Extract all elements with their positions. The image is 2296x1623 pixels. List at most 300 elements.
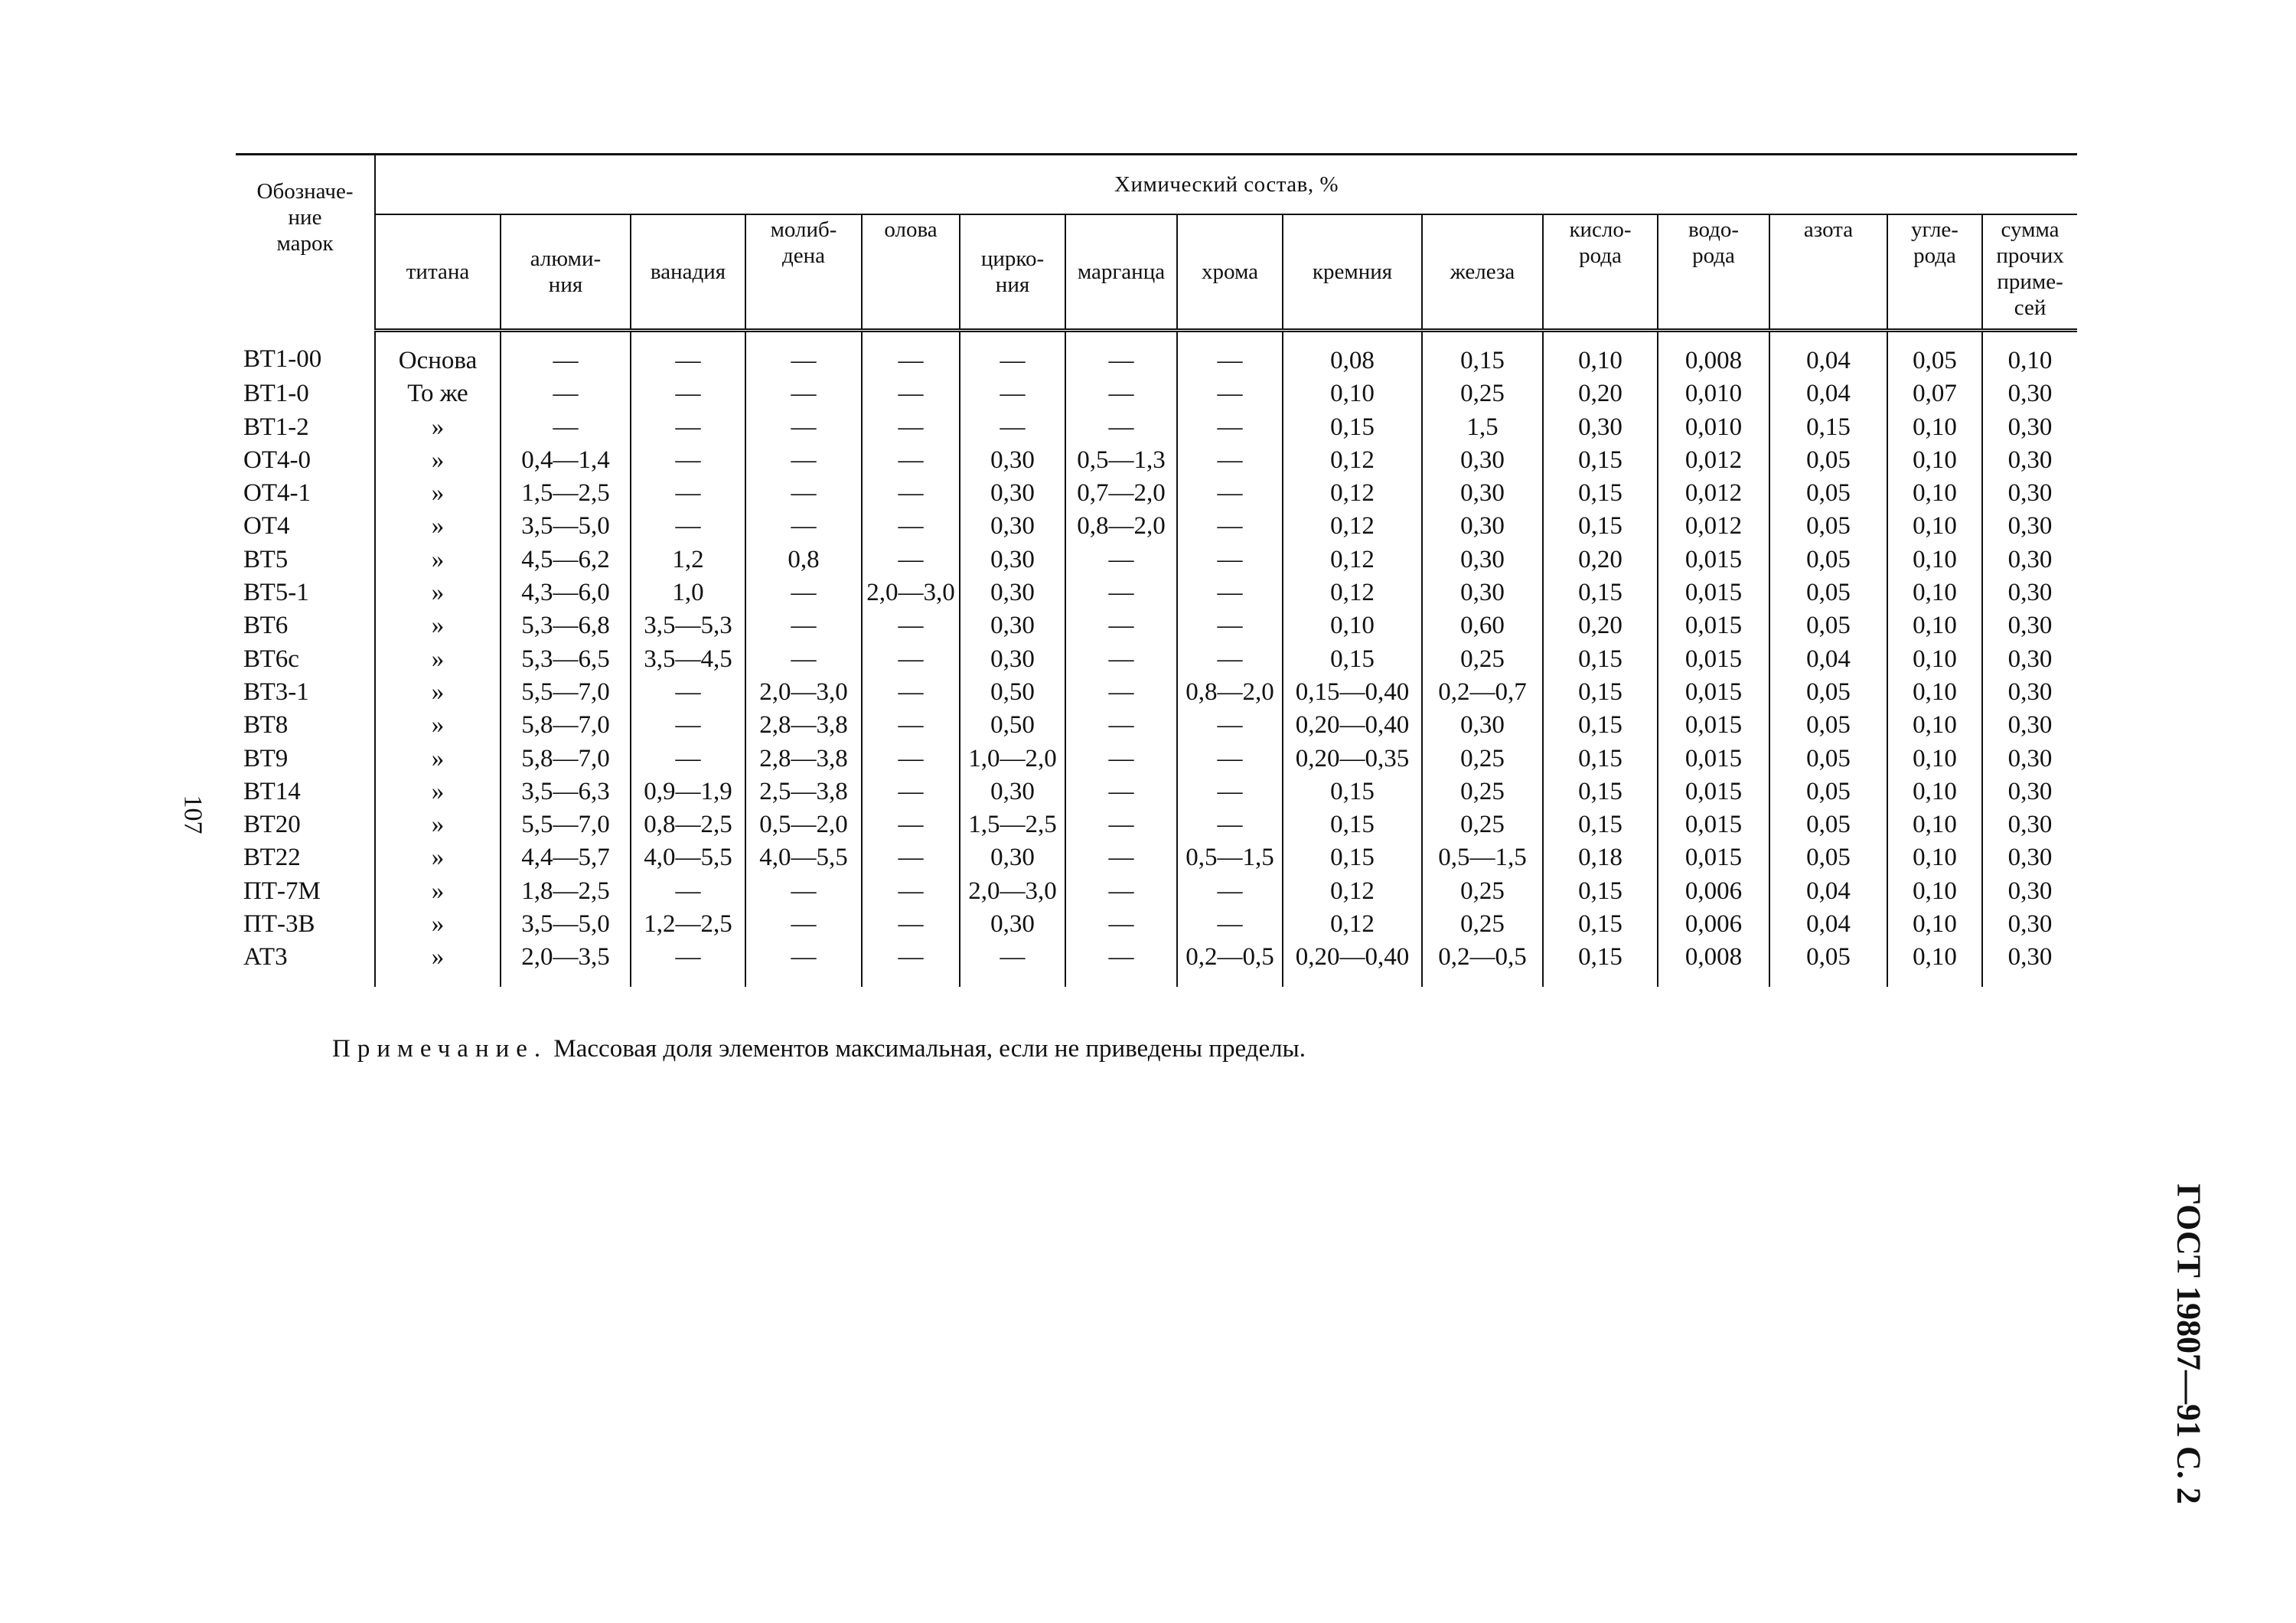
value-cell: —	[631, 875, 745, 908]
note-label: Примечание.	[332, 1035, 548, 1063]
value-cell: 0,15	[1543, 709, 1658, 742]
value-cell: 2,0—3,0	[862, 576, 960, 609]
value-cell: »	[375, 510, 501, 543]
value-cell: —	[1065, 331, 1177, 378]
value-cell: —	[862, 544, 960, 576]
value-cell: 0,15	[1543, 477, 1658, 510]
value-cell: »	[375, 941, 501, 986]
table-row	[236, 841, 2077, 874]
value-cell: 0,30	[2007, 645, 2053, 673]
grade-cell: ОТ4	[236, 510, 375, 543]
grade-cell: ВТ20	[236, 808, 375, 841]
value-cell: —	[631, 941, 745, 986]
value-cell: »	[375, 544, 501, 576]
value-cell: 0,30	[1422, 576, 1543, 609]
value-cell: 1,2—2,5	[631, 908, 745, 941]
value-cell: 0,25	[1422, 743, 1543, 776]
value-cell: —	[745, 510, 862, 543]
value-cell: —	[1065, 743, 1177, 776]
value-cell: 2,0—3,0	[745, 676, 862, 709]
grade-cell: ВТ6	[236, 609, 375, 642]
value-cell: —	[1177, 411, 1283, 444]
column-header: кисло- рода	[1543, 214, 1658, 331]
value-cell: 0,05	[1769, 477, 1887, 510]
value-cell: 0,015	[1658, 576, 1769, 609]
value-cell: 0,30	[2007, 844, 2053, 872]
value-cell: 3,5—4,5	[631, 643, 745, 676]
value-cell: 0,04	[1769, 643, 1887, 676]
value-cell: 0,05	[1769, 576, 1887, 609]
value-cell: —	[1177, 510, 1283, 543]
value-cell: 0,60	[1422, 609, 1543, 642]
value-cell: —	[1177, 743, 1283, 776]
value-cell: 0,30	[1543, 411, 1658, 444]
column-header: водо- рода	[1658, 214, 1769, 331]
value-cell: 0,30	[960, 841, 1065, 874]
value-cell: 2,5—3,8	[745, 776, 862, 808]
table-row	[236, 544, 2077, 576]
value-cell: 1,5	[1422, 411, 1543, 444]
value-cell: 0,30	[1422, 510, 1543, 543]
value-cell: »	[375, 676, 501, 709]
value-cell: —	[1065, 841, 1177, 874]
value-cell: 0,30	[2007, 678, 2053, 706]
value-cell: —	[745, 875, 862, 908]
value-cell: 0,15	[1543, 444, 1658, 477]
grade-cell: ВТ14	[236, 776, 375, 808]
value-cell: 0,10	[1283, 609, 1422, 642]
table-row	[236, 875, 2077, 908]
value-cell: —	[501, 331, 631, 378]
value-cell: 0,20	[1543, 377, 1658, 410]
value-cell: —	[745, 576, 862, 609]
value-cell: —	[1065, 776, 1177, 808]
value-cell: »	[375, 709, 501, 742]
value-cell: 0,04	[1769, 331, 1887, 378]
value-cell: —	[960, 331, 1065, 378]
value-cell: 0,30	[960, 444, 1065, 477]
value-cell: 0,10	[1887, 544, 1982, 576]
value-cell: 0,05	[1769, 444, 1887, 477]
value-cell: »	[375, 411, 501, 444]
value-cell: »	[375, 808, 501, 841]
value-cell: 4,0—5,5	[631, 841, 745, 874]
value-cell: 0,12	[1283, 477, 1422, 510]
value-cell: —	[631, 377, 745, 410]
value-cell: 0,5—1,3	[1065, 444, 1177, 477]
grade-cell: ВТ6с	[236, 643, 375, 676]
column-header: титана	[375, 214, 501, 331]
value-cell: —	[1177, 875, 1283, 908]
value-cell: 0,010	[1658, 377, 1769, 410]
value-cell: 0,30	[1422, 544, 1543, 576]
value-cell: 0,30	[2007, 512, 2053, 540]
value-cell: —	[745, 331, 862, 378]
value-cell: 0,30	[960, 510, 1065, 543]
value-cell: 5,5—7,0	[501, 808, 631, 841]
grade-cell: ОТ4-1	[236, 477, 375, 510]
value-cell: 0,012	[1658, 444, 1769, 477]
value-cell: 1,2	[631, 544, 745, 576]
value-cell: »	[375, 444, 501, 477]
value-cell: 0,05	[1769, 743, 1887, 776]
column-header: азота	[1769, 214, 1887, 331]
value-cell: —	[1065, 941, 1177, 986]
value-cell: 1,5—2,5	[501, 477, 631, 510]
value-cell: 0,010	[1658, 411, 1769, 444]
value-cell: 0,15	[1283, 643, 1422, 676]
value-cell: —	[862, 331, 960, 378]
value-cell: 4,5—6,2	[501, 544, 631, 576]
value-cell: —	[862, 377, 960, 410]
value-cell: 0,04	[1769, 875, 1887, 908]
value-cell: 0,05	[1769, 808, 1887, 841]
value-cell: »	[375, 875, 501, 908]
column-header: хрома	[1177, 214, 1283, 331]
table-row	[236, 576, 2077, 609]
value-cell: 0,10	[1887, 808, 1982, 841]
value-cell: —	[1177, 377, 1283, 410]
value-cell: 4,3—6,0	[501, 576, 631, 609]
grade-cell: ВТ8	[236, 709, 375, 742]
value-cell: —	[862, 709, 960, 742]
value-cell: 0,30	[2007, 380, 2053, 408]
value-cell: —	[862, 609, 960, 642]
value-cell: 0,10	[1887, 510, 1982, 543]
value-cell: 0,05	[1769, 776, 1887, 808]
value-cell: »	[375, 643, 501, 676]
value-cell: 0,25	[1422, 377, 1543, 410]
value-cell: 0,08	[1283, 331, 1422, 378]
value-cell: 0,25	[1422, 875, 1543, 908]
value-cell: 0,15	[1543, 510, 1658, 543]
value-cell: —	[1065, 808, 1177, 841]
value-cell: —	[631, 676, 745, 709]
value-cell: 2,0—3,0	[960, 875, 1065, 908]
value-cell: 5,3—6,5	[501, 643, 631, 676]
value-cell: 0,30	[1422, 477, 1543, 510]
value-cell: 0,05	[1769, 510, 1887, 543]
value-cell: —	[631, 510, 745, 543]
value-cell: —	[1065, 643, 1177, 676]
table-row	[236, 510, 2077, 543]
value-cell: —	[1065, 576, 1177, 609]
value-cell: —	[1177, 808, 1283, 841]
value-cell: 0,30	[2007, 413, 2053, 441]
value-cell: —	[1065, 411, 1177, 444]
value-cell: 0,30	[960, 776, 1065, 808]
value-cell: —	[1177, 709, 1283, 742]
table-row	[236, 331, 2077, 378]
value-cell: 0,15	[1283, 411, 1422, 444]
value-cell: 0,20	[1543, 544, 1658, 576]
value-cell: »	[375, 841, 501, 874]
composition-table	[236, 153, 2077, 987]
value-cell: 0,10	[1887, 908, 1982, 941]
value-cell: —	[862, 875, 960, 908]
value-cell: 4,0—5,5	[745, 841, 862, 874]
value-cell: 0,30	[960, 908, 1065, 941]
value-cell: 0,25	[1422, 643, 1543, 676]
grade-header: Обозначе- ние марок	[236, 155, 375, 331]
value-cell: 0,15	[1769, 411, 1887, 444]
value-cell: 0,04	[1769, 908, 1887, 941]
value-cell: 0,12	[1283, 510, 1422, 543]
table-note	[332, 1035, 1306, 1063]
value-cell: —	[862, 908, 960, 941]
column-header: молиб- дена	[745, 214, 862, 331]
value-cell: 0,30	[2007, 744, 2053, 772]
value-cell: 0,05	[1887, 331, 1982, 378]
grade-cell: ПТ-7М	[236, 875, 375, 908]
value-cell: 0,30	[1422, 709, 1543, 742]
value-cell: 0,05	[1769, 709, 1887, 742]
value-cell: —	[1065, 709, 1177, 742]
value-cell: 0,012	[1658, 510, 1769, 543]
value-cell: 0,015	[1658, 709, 1769, 742]
value-cell: 0,10	[1887, 643, 1982, 676]
value-cell: —	[1177, 643, 1283, 676]
value-cell: 0,2—0,5	[1177, 941, 1283, 986]
column-header: ванадия	[631, 214, 745, 331]
value-cell: 0,10	[1887, 477, 1982, 510]
value-cell: Основа	[375, 331, 501, 378]
value-cell: 5,5—7,0	[501, 676, 631, 709]
value-cell: —	[631, 411, 745, 444]
value-cell: 0,05	[1769, 676, 1887, 709]
grade-cell: ВТ1-0	[236, 377, 375, 410]
value-cell: 0,006	[1658, 875, 1769, 908]
value-cell: —	[862, 643, 960, 676]
value-cell: 0,30	[960, 544, 1065, 576]
value-cell: 1,0—2,0	[960, 743, 1065, 776]
column-header: марганца	[1065, 214, 1177, 331]
value-cell: —	[745, 411, 862, 444]
value-cell: —	[745, 941, 862, 986]
value-cell: 0,30	[960, 477, 1065, 510]
grade-cell: ВТ22	[236, 841, 375, 874]
value-cell: —	[1177, 908, 1283, 941]
value-cell: 0,10	[1887, 411, 1982, 444]
value-cell: —	[631, 331, 745, 378]
value-cell: —	[1177, 544, 1283, 576]
grade-cell: АТ3	[236, 941, 375, 986]
table-row	[236, 411, 2077, 444]
value-cell: 0,12	[1283, 908, 1422, 941]
value-cell: 1,0	[631, 576, 745, 609]
grade-cell: ОТ4-0	[236, 444, 375, 477]
value-cell: —	[1177, 477, 1283, 510]
value-cell: 0,8—2,0	[1177, 676, 1283, 709]
column-header: угле- рода	[1887, 214, 1982, 331]
value-cell: 0,10	[2007, 347, 2053, 374]
value-cell: —	[501, 411, 631, 444]
value-cell: 0,12	[1283, 875, 1422, 908]
value-cell: 0,30	[2007, 777, 2053, 805]
value-cell: —	[862, 941, 960, 986]
value-cell: —	[1065, 544, 1177, 576]
table-row	[236, 609, 2077, 642]
value-cell: 0,2—0,7	[1422, 676, 1543, 709]
value-cell: 0,10	[1887, 444, 1982, 477]
grade-cell: ВТ9	[236, 743, 375, 776]
value-cell: 0,10	[1887, 743, 1982, 776]
value-cell: 0,05	[1769, 841, 1887, 874]
value-cell: 0,25	[1422, 908, 1543, 941]
value-cell: 0,5—1,5	[1177, 841, 1283, 874]
value-cell: 0,20—0,40	[1283, 941, 1422, 986]
value-cell: 0,15	[1543, 808, 1658, 841]
value-cell: 0,008	[1658, 331, 1769, 378]
value-cell: 0,30	[2007, 612, 2053, 640]
value-cell: —	[862, 808, 960, 841]
value-cell: 0,5—1,5	[1422, 841, 1543, 874]
value-cell: 0,30	[960, 609, 1065, 642]
value-cell: —	[745, 908, 862, 941]
grade-cell: ПТ-3В	[236, 908, 375, 941]
value-cell: 0,012	[1658, 477, 1769, 510]
table-row	[236, 709, 2077, 742]
value-cell: —	[1177, 609, 1283, 642]
value-cell: 0,006	[1658, 908, 1769, 941]
value-cell: 0,30	[2007, 910, 2053, 939]
value-cell: —	[960, 377, 1065, 410]
value-cell: 0,015	[1658, 776, 1769, 808]
value-cell: 0,8—2,0	[1065, 510, 1177, 543]
value-cell: 0,30	[2007, 811, 2053, 839]
value-cell: То же	[375, 377, 501, 410]
value-cell: —	[745, 444, 862, 477]
value-cell: 0,10	[1887, 875, 1982, 908]
value-cell: —	[862, 444, 960, 477]
value-cell: 0,10	[1887, 676, 1982, 709]
value-cell: 5,8—7,0	[501, 743, 631, 776]
value-cell: 0,15	[1422, 331, 1543, 378]
value-cell: 0,15	[1543, 776, 1658, 808]
column-header: цирко- ния	[960, 214, 1065, 331]
value-cell: 0,10	[1887, 776, 1982, 808]
document-id: ГОСТ 19807—91 С. 2	[2170, 1184, 2208, 1504]
table-row	[236, 643, 2077, 676]
value-cell: 0,30	[2007, 877, 2053, 905]
value-cell: —	[631, 743, 745, 776]
table-row	[236, 444, 2077, 477]
value-cell: 0,15—0,40	[1283, 676, 1422, 709]
value-cell: —	[862, 841, 960, 874]
value-cell: 0,015	[1658, 676, 1769, 709]
value-cell: 0,4—1,4	[501, 444, 631, 477]
value-cell: —	[1177, 331, 1283, 378]
value-cell: 0,15	[1283, 776, 1422, 808]
value-cell: 0,10	[1887, 576, 1982, 609]
value-cell: 0,015	[1658, 808, 1769, 841]
table-row	[236, 743, 2077, 776]
value-cell: 3,5—6,3	[501, 776, 631, 808]
grade-cell: ВТ5-1	[236, 576, 375, 609]
value-cell: 0,30	[2007, 446, 2053, 474]
value-cell: 0,15	[1543, 743, 1658, 776]
value-cell: —	[1177, 444, 1283, 477]
column-header: кремния	[1283, 214, 1422, 331]
value-cell: 0,12	[1283, 576, 1422, 609]
column-header: сумма прочих приме- сей	[1982, 214, 2077, 331]
value-cell: —	[862, 776, 960, 808]
table-row	[236, 941, 2077, 986]
table-row	[236, 676, 2077, 709]
grade-cell: ВТ5	[236, 544, 375, 576]
value-cell: 2,0—3,5	[501, 941, 631, 986]
value-cell: »	[375, 477, 501, 510]
value-cell: 0,30	[2007, 545, 2053, 573]
value-cell: »	[375, 776, 501, 808]
table-row	[236, 808, 2077, 841]
value-cell: 0,05	[1769, 544, 1887, 576]
value-cell: 0,015	[1658, 643, 1769, 676]
value-cell: 0,10	[1887, 709, 1982, 742]
composition-group-header: Химический состав, %	[375, 155, 2077, 215]
value-cell: 4,4—5,7	[501, 841, 631, 874]
value-cell: —	[1065, 377, 1177, 410]
value-cell: 0,10	[1887, 609, 1982, 642]
value-cell: 0,10	[1543, 331, 1658, 378]
value-cell: 0,015	[1658, 743, 1769, 776]
value-cell: 0,12	[1283, 544, 1422, 576]
value-cell: 0,15	[1543, 576, 1658, 609]
value-cell: —	[862, 411, 960, 444]
value-cell: 0,15	[1543, 941, 1658, 986]
value-cell: —	[501, 377, 631, 410]
value-cell: 0,015	[1658, 544, 1769, 576]
value-cell: 0,07	[1887, 377, 1982, 410]
value-cell: 0,30	[960, 576, 1065, 609]
value-cell: —	[745, 643, 862, 676]
value-cell: —	[862, 676, 960, 709]
value-cell: 0,2—0,5	[1422, 941, 1543, 986]
value-cell: 0,015	[1658, 841, 1769, 874]
value-cell: 0,008	[1658, 941, 1769, 986]
grade-cell: ВТ1-2	[236, 411, 375, 444]
value-cell: 0,20—0,40	[1283, 709, 1422, 742]
value-cell: —	[745, 477, 862, 510]
note-text: Массовая доля элементов максимальная, если не приведены пределы.	[553, 1035, 1306, 1063]
page-number: 107	[178, 795, 207, 834]
value-cell: 0,15	[1543, 676, 1658, 709]
table-row	[236, 776, 2077, 808]
value-cell: 1,5—2,5	[960, 808, 1065, 841]
value-cell: 0,30	[2007, 711, 2053, 740]
value-cell: 0,5—2,0	[745, 808, 862, 841]
value-cell: 5,3—6,8	[501, 609, 631, 642]
value-cell: 0,25	[1422, 776, 1543, 808]
value-cell: 0,15	[1543, 908, 1658, 941]
value-cell: 0,04	[1769, 377, 1887, 410]
table-row	[236, 477, 2077, 510]
value-cell: —	[1065, 676, 1177, 709]
value-cell: 0,10	[1887, 841, 1982, 874]
value-cell: —	[862, 510, 960, 543]
value-cell: 5,8—7,0	[501, 709, 631, 742]
grade-cell: ВТ1-00	[236, 331, 375, 378]
value-cell: 0,15	[1283, 841, 1422, 874]
value-cell: —	[1065, 908, 1177, 941]
value-cell: —	[745, 609, 862, 642]
value-cell: 0,05	[1769, 609, 1887, 642]
value-cell: 0,30	[2007, 479, 2053, 508]
value-cell: 0,15	[1543, 643, 1658, 676]
value-cell: —	[1177, 576, 1283, 609]
column-header: алюми- ния	[501, 214, 631, 331]
table-row	[236, 377, 2077, 410]
